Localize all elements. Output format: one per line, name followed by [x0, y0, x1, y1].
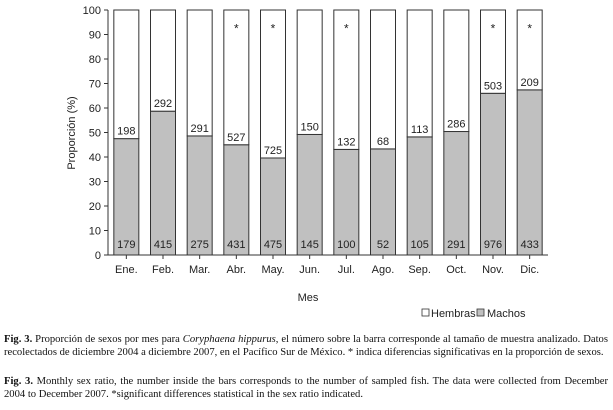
legend-hembras-swatch [422, 309, 429, 316]
y-tick-label: 0 [94, 250, 101, 262]
y-tick-label: 100 [82, 5, 101, 17]
caption-es-text-2: , el número sobre la barra corresponde al tamaño de muestra analizado. Datos recolectados de diciembre 2004 a diciembre 2007, en el Pacífico Sur de México. * indica diferencias significativas en la proporción de sexos. [4, 334, 608, 358]
bar-count-hembras: 292 [153, 98, 173, 111]
bar-hembras [151, 10, 176, 111]
bar-machos [407, 137, 432, 255]
bar-count-machos: 475 [263, 239, 283, 251]
x-tick-label: Abr. [226, 264, 247, 276]
y-tick-label: 60 [88, 103, 101, 115]
bar-machos [114, 139, 139, 255]
bar-count-hembras: 527 [227, 131, 246, 144]
bar-count-hembras: 725 [263, 144, 283, 157]
significance-marker: * [527, 21, 533, 36]
x-tick-label: Dic. [520, 264, 540, 276]
bar-machos [187, 136, 212, 255]
x-tick-label: Ene. [115, 264, 138, 276]
legend-machos-swatch [477, 309, 484, 316]
significance-marker: * [233, 21, 239, 36]
x-axis-title: Mes [297, 292, 319, 304]
caption-es-label: Fig. 3. [4, 334, 33, 345]
bar-count-hembras: 198 [117, 125, 136, 138]
bar-count-hembras: 503 [483, 80, 503, 93]
bar-count-machos: 105 [410, 239, 429, 251]
x-tick-label: Jun. [299, 264, 321, 276]
legend-hembras-label: Hembras [431, 308, 476, 320]
x-tick-label: Feb. [151, 264, 175, 276]
x-tick-label: Sep. [408, 264, 431, 276]
y-tick-label: 20 [88, 201, 101, 213]
bar-count-hembras: 209 [520, 76, 539, 89]
caption-en-text: Monthly sex ratio, the number inside the bars corresponds to the number of sampled fish. The data were collected from December 2004 to December 2007. *significant differences statistical in the sex ratio indicated. [4, 376, 608, 400]
caption-es-species: Coryphaena hippurus [182, 334, 276, 345]
significance-marker: * [270, 21, 276, 36]
bar-hembras [114, 10, 139, 139]
bar-count-machos: 291 [447, 239, 466, 251]
bar-machos [481, 93, 506, 255]
bar-count-machos: 179 [117, 239, 136, 251]
bar-machos [517, 90, 542, 255]
bar-machos [297, 134, 322, 255]
bar-count-machos: 431 [227, 239, 246, 251]
caption-english [4, 375, 608, 401]
bar-hembras [187, 10, 212, 136]
bar-labels [117, 22, 539, 252]
bar-count-machos: 52 [376, 239, 390, 251]
bar-count-machos: 433 [520, 239, 539, 251]
bar-count-machos: 100 [337, 239, 356, 251]
bar-count-hembras: 286 [447, 118, 466, 131]
bar-machos [444, 132, 469, 255]
x-tick-label: May. [261, 264, 285, 276]
x-tick-label: Nov. [482, 264, 504, 276]
significance-marker: * [343, 21, 349, 36]
caption-spanish [4, 333, 608, 359]
bar-hembras [371, 10, 396, 149]
bar-hembras [407, 10, 432, 137]
x-tick-label: Oct. [446, 264, 467, 276]
y-axis-title: Proporción (%) [66, 96, 78, 170]
caption-en-label: Fig. 3. [4, 376, 33, 387]
bar-count-hembras: 68 [376, 135, 390, 148]
caption-es-text-1: Proporción de sexos por mes para [35, 334, 180, 345]
y-tick-label: 50 [88, 127, 101, 140]
significance-marker: * [490, 21, 496, 36]
x-tick-label: Jul. [337, 264, 355, 276]
legend-machos-label: Machos [487, 308, 526, 320]
y-tick-label: 30 [88, 176, 101, 189]
bar-count-hembras: 113 [410, 123, 429, 136]
legend [422, 308, 526, 320]
y-tick-label: 90 [88, 29, 101, 42]
bars [114, 10, 542, 255]
bar-count-machos: 145 [300, 239, 319, 251]
bar-machos [151, 111, 176, 255]
x-tick-label: Ago. [371, 264, 395, 276]
bar-count-machos: 976 [483, 239, 503, 251]
bar-hembras [444, 10, 469, 132]
bar-count-machos: 415 [153, 239, 173, 251]
bar-count-hembras: 291 [190, 122, 209, 135]
y-tick-label: 10 [88, 225, 101, 238]
y-tick-label: 40 [88, 152, 101, 164]
bar-count-machos: 275 [190, 239, 209, 251]
bar-hembras [297, 10, 322, 134]
y-tick-label: 80 [88, 54, 101, 66]
x-tick-label: Mar. [188, 264, 211, 276]
bar-count-hembras: 132 [337, 136, 356, 149]
bar-count-hembras: 150 [300, 121, 319, 134]
y-tick-label: 70 [88, 78, 101, 91]
